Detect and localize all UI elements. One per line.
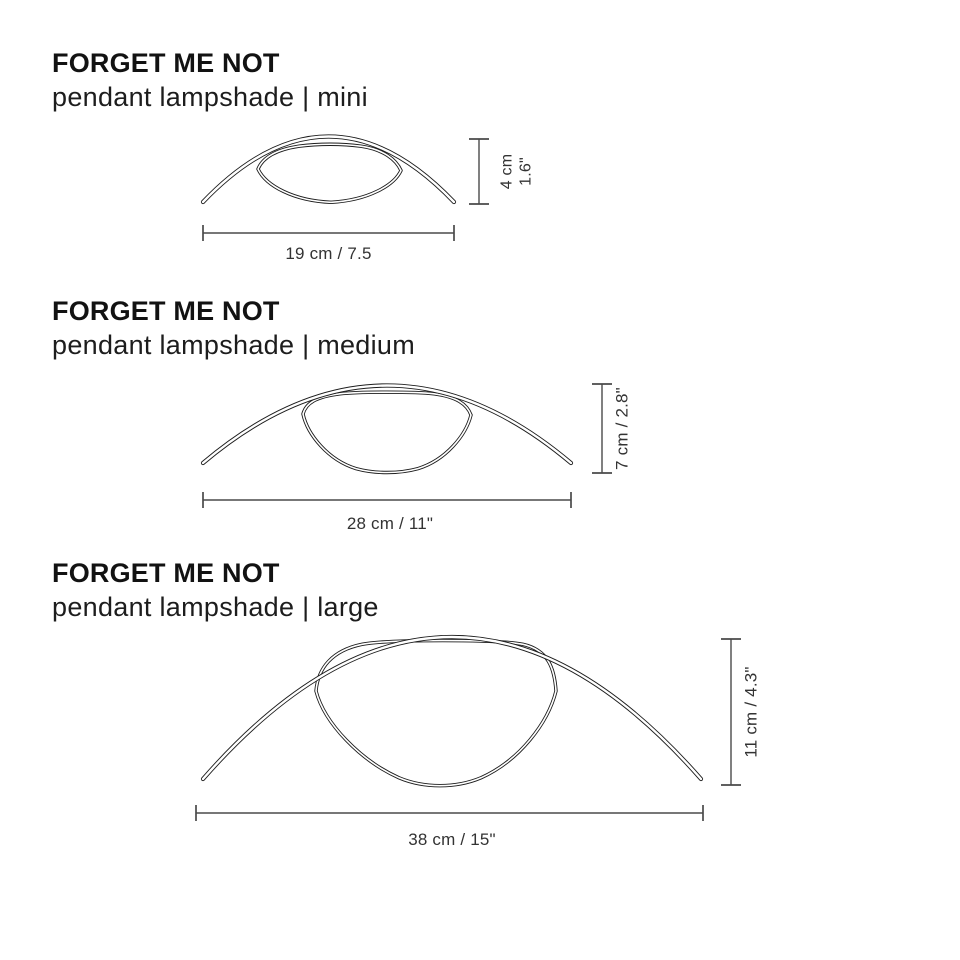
lampshade-diffuser-medium bbox=[303, 392, 471, 472]
width-dimension-label: 38 cm / 15" bbox=[408, 830, 496, 849]
height-dimension-mini bbox=[469, 139, 535, 204]
section-medium bbox=[52, 296, 415, 361]
lampshade-diffuser-mini bbox=[258, 144, 401, 202]
lampshade-diffuser-large bbox=[316, 641, 556, 786]
height-dimension-medium bbox=[592, 384, 632, 473]
lampshade-arc-large bbox=[203, 637, 701, 779]
section-large bbox=[52, 558, 379, 623]
diagram-mini bbox=[170, 120, 570, 280]
width-dimension-mini bbox=[203, 225, 454, 263]
width-dimension-label: 19 cm / 7.5 bbox=[285, 244, 372, 263]
lampshade-arc-mini bbox=[203, 137, 454, 203]
height-dimension-label: 7 cm / 2.8" bbox=[612, 387, 632, 470]
product-title: FORGET ME NOT bbox=[52, 558, 280, 588]
diagram-large bbox=[170, 626, 790, 858]
width-dimension-medium bbox=[203, 492, 571, 533]
product-variant-mini: pendant lampshade | mini bbox=[52, 82, 368, 112]
diagram-medium bbox=[170, 370, 650, 542]
width-dimension-large bbox=[196, 805, 703, 849]
section-mini bbox=[52, 48, 368, 113]
product-variant-medium: pendant lampshade | medium bbox=[52, 330, 416, 360]
product-variant-large: pendant lampshade | large bbox=[52, 592, 379, 622]
height-dimension-large bbox=[721, 639, 761, 785]
width-dimension-label: 28 cm / 11" bbox=[346, 514, 434, 533]
height-dimension-label: 11 cm / 4.3" bbox=[741, 666, 761, 758]
height-dimension-label-inch: 1.6" bbox=[517, 157, 535, 186]
lampshade-arc-medium bbox=[203, 386, 571, 464]
product-title: FORGET ME NOT bbox=[52, 48, 280, 78]
product-title: FORGET ME NOT bbox=[52, 296, 280, 326]
height-dimension-label-cm: 4 cm bbox=[498, 153, 516, 190]
